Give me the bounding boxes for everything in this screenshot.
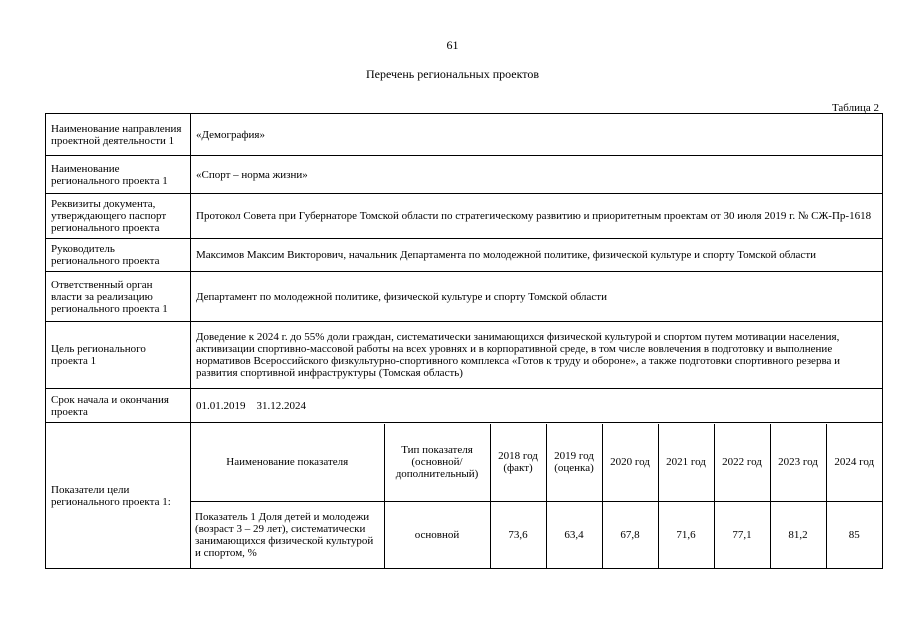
header-2018: 2018 год (факт): [490, 424, 546, 502]
value-2021: 71,6: [658, 502, 714, 568]
row-label: Наименование направления проектной деятельности 1: [46, 114, 191, 156]
row-label: Руководитель регионального проекта: [46, 239, 191, 272]
indicator-type: основной: [384, 502, 490, 568]
row-label: Реквизиты документа, утверждающего паспорт регионального проекта: [46, 194, 191, 239]
header-2020: 2020 год: [602, 424, 658, 502]
row-project-dates: [46, 389, 883, 423]
indicator-name: Показатель 1 Доля детей и молодежи (возраст 3 – 29 лет), систематически занимающихся физической культурой и спортом, %: [191, 502, 384, 568]
row-value: Доведение к 2024 г. до 55% доли граждан, систематически занимающихся физической культурой и спортом путем мотивации населения, активизации спортивно-массовой работы на всех уровнях и в корпоративной среде, в том числе вовлечения в подготовку и выполнение нормативов Всероссийского физкультурно-спортивного комплекса «Готов к труду и обороне», а также подготовки спортивного резерва и развития спортивной инфраструктуры (Томская область): [191, 322, 883, 389]
row-value: «Демография»: [191, 114, 883, 156]
header-2019: 2019 год (оценка): [546, 424, 602, 502]
row-label: Цель регионального проекта 1: [46, 322, 191, 389]
header-2024: 2024 год: [826, 424, 882, 502]
row-responsible-body: [46, 272, 883, 322]
row-value: 01.01.2019 31.12.2024: [191, 389, 883, 423]
value-2020: 67,8: [602, 502, 658, 568]
header-2022: 2022 год: [714, 424, 770, 502]
row-label: Наименование регионального проекта 1: [46, 156, 191, 194]
row-value: «Спорт – норма жизни»: [191, 156, 883, 194]
row-indicators: [46, 423, 883, 569]
row-project-goal: [46, 322, 883, 389]
projects-table: [45, 113, 883, 569]
row-project-name: [46, 156, 883, 194]
document-title: Перечень региональных проектов: [365, 67, 540, 81]
row-document-details: [46, 194, 883, 239]
value-2024: 85: [826, 502, 882, 568]
indicators-header-row: [191, 424, 882, 502]
row-project-head: [46, 239, 883, 272]
row-label: Срок начала и окончания проекта: [46, 389, 191, 423]
header-2023: 2023 год: [770, 424, 826, 502]
indicators-label: Показатели цели регионального проекта 1:: [46, 423, 191, 569]
value-2018: 73,6: [490, 502, 546, 568]
row-value: Департамент по молодежной политике, физической культуре и спорту Томской области: [191, 272, 883, 322]
value-2022: 77,1: [714, 502, 770, 568]
header-2021: 2021 год: [658, 424, 714, 502]
header-indicator-type: Тип показателя (основной/ дополнительный): [384, 424, 490, 502]
row-value: Протокол Совета при Губернаторе Томской области по стратегическому развитию и приоритетным проектам от 30 июля 2019 г. № СЖ-Пр-1618: [191, 194, 883, 239]
row-label: Ответственный орган власти за реализацию регионального проекта 1: [46, 272, 191, 322]
value-2023: 81,2: [770, 502, 826, 568]
page-number: 61: [446, 38, 459, 52]
header-indicator-name: Наименование показателя: [226, 456, 349, 469]
indicator-row: [191, 502, 882, 568]
value-2019: 63,4: [546, 502, 602, 568]
table-label: Таблица 2: [831, 102, 879, 114]
row-value: Максимов Максим Викторович, начальник Департамента по молодежной политике, физической культуре и спорту Томской области: [191, 239, 883, 272]
row-direction: [46, 114, 883, 156]
indicators-table: [191, 424, 882, 568]
indicators-cell: [191, 423, 883, 569]
